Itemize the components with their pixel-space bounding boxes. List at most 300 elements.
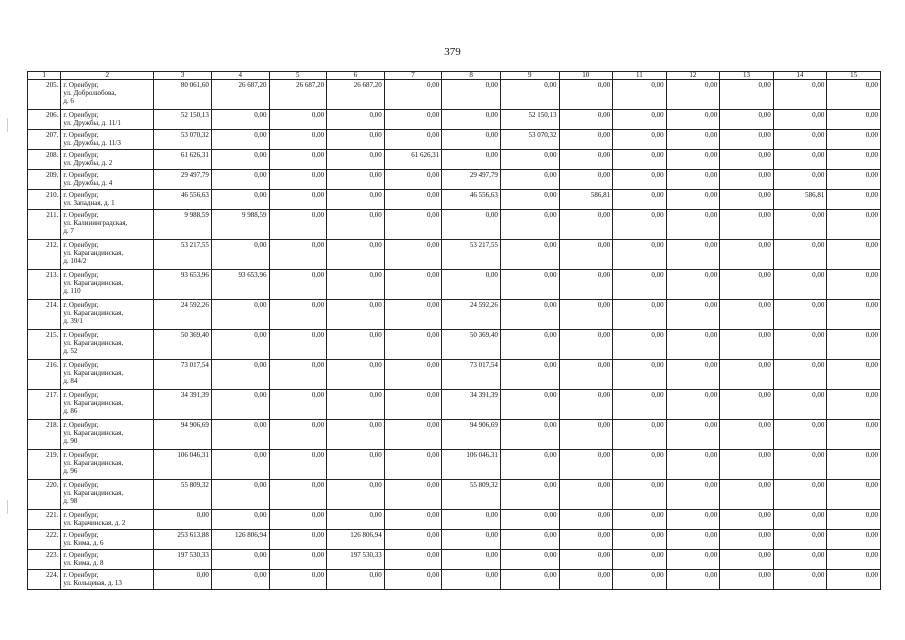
address-line: ул. Карагандинская, <box>63 459 124 467</box>
amount-cell: 0,00 <box>827 150 881 170</box>
address-line: ул. Дружбы, д. 4 <box>63 179 113 187</box>
amount-cell: 0,00 <box>442 550 501 570</box>
table-row <box>28 570 881 590</box>
amount-cell: 0,00 <box>773 390 827 420</box>
amount-cell: 0,00 <box>559 450 613 480</box>
amount-cell: 0,00 <box>442 510 501 530</box>
address-line: д. 104/2 <box>63 257 87 265</box>
address-line: г. Оренбург, <box>63 301 99 309</box>
amount-cell: 0,00 <box>442 270 501 300</box>
amount-cell: 0,00 <box>211 570 269 590</box>
address-cell <box>61 210 154 240</box>
column-number-header: 9 <box>500 72 559 80</box>
amount-cell: 0,00 <box>211 550 269 570</box>
amount-cell: 0,00 <box>666 150 720 170</box>
address-line: г. Оренбург, <box>63 131 99 139</box>
amount-cell: 0,00 <box>327 480 385 510</box>
address-line: д. 39/1 <box>63 317 83 325</box>
amount-cell: 34 391,39 <box>442 390 501 420</box>
address-cell <box>61 150 154 170</box>
amount-cell: 0,00 <box>720 530 774 550</box>
column-number-header: 7 <box>384 72 442 80</box>
amount-cell: 0,00 <box>827 530 881 550</box>
amount-cell: 73 017,54 <box>442 360 501 390</box>
amount-cell: 0,00 <box>773 130 827 150</box>
amount-cell: 0,00 <box>827 110 881 130</box>
amount-cell: 0,00 <box>720 510 774 530</box>
amount-cell: 0,00 <box>384 570 442 590</box>
address-cell <box>61 420 154 450</box>
amount-cell: 0,00 <box>720 450 774 480</box>
scan-margin-mark <box>7 118 8 132</box>
amount-cell: 0,00 <box>720 130 774 150</box>
amount-cell: 0,00 <box>559 80 613 110</box>
address-cell <box>61 480 154 510</box>
row-number-cell: 217. <box>28 390 61 420</box>
address-line: д. 110 <box>63 287 81 295</box>
table-row <box>28 330 881 360</box>
row-number-cell: 206. <box>28 110 61 130</box>
amount-cell: 0,00 <box>666 450 720 480</box>
amount-cell: 0,00 <box>827 170 881 190</box>
amount-cell: 0,00 <box>559 210 613 240</box>
amount-cell: 0,00 <box>384 330 442 360</box>
amount-cell: 0,00 <box>720 190 774 210</box>
amount-cell: 0,00 <box>827 270 881 300</box>
amount-cell: 94 906,69 <box>154 420 212 450</box>
amount-cell: 0,00 <box>720 390 774 420</box>
amount-cell: 0,00 <box>613 530 667 550</box>
table-row <box>28 210 881 240</box>
amount-cell: 93 653,96 <box>211 270 269 300</box>
row-number-cell: 213. <box>28 270 61 300</box>
amount-cell: 0,00 <box>442 150 501 170</box>
column-number-header: 8 <box>442 72 501 80</box>
row-number-cell: 212. <box>28 240 61 270</box>
amount-cell: 0,00 <box>269 420 327 450</box>
address-line: г. Оренбург, <box>63 571 99 579</box>
amount-cell: 0,00 <box>827 480 881 510</box>
amount-cell: 0,00 <box>773 550 827 570</box>
address-line: г. Оренбург, <box>63 531 99 539</box>
row-number-cell: 223. <box>28 550 61 570</box>
amount-cell: 0,00 <box>327 110 385 130</box>
address-line: г. Оренбург, <box>63 111 99 119</box>
amount-cell: 0,00 <box>269 240 327 270</box>
amount-cell: 0,00 <box>613 210 667 240</box>
amount-cell: 93 653,96 <box>154 270 212 300</box>
column-number-header: 10 <box>559 72 613 80</box>
address-line: д. 52 <box>63 347 78 355</box>
amount-cell: 0,00 <box>773 80 827 110</box>
amount-cell: 0,00 <box>269 300 327 330</box>
amount-cell: 0,00 <box>211 480 269 510</box>
amount-cell: 0,00 <box>827 360 881 390</box>
amount-cell: 24 592,26 <box>154 300 212 330</box>
amount-cell: 0,00 <box>666 170 720 190</box>
table-row <box>28 530 881 550</box>
amount-cell: 0,00 <box>327 150 385 170</box>
amount-cell: 0,00 <box>720 170 774 190</box>
address-cell <box>61 300 154 330</box>
amount-cell: 0,00 <box>559 270 613 300</box>
column-number-header: 3 <box>154 72 212 80</box>
column-number-header: 11 <box>613 72 667 80</box>
amount-cell: 9 988,59 <box>211 210 269 240</box>
amount-cell: 0,00 <box>211 150 269 170</box>
amount-cell: 0,00 <box>384 450 442 480</box>
table-row <box>28 150 881 170</box>
address-cell <box>61 530 154 550</box>
amount-cell: 0,00 <box>666 480 720 510</box>
amount-cell: 0,00 <box>442 130 501 150</box>
amount-cell: 0,00 <box>327 130 385 150</box>
amount-cell: 0,00 <box>613 130 667 150</box>
amount-cell: 0,00 <box>773 150 827 170</box>
address-line: г. Оренбург, <box>63 151 99 159</box>
amount-cell: 0,00 <box>500 300 559 330</box>
row-number-cell: 211. <box>28 210 61 240</box>
amount-cell: 0,00 <box>827 240 881 270</box>
address-line: ул. Кима, д. 6 <box>63 539 104 547</box>
amount-cell: 0,00 <box>559 240 613 270</box>
amount-cell: 0,00 <box>613 510 667 530</box>
amount-cell: 106 046,31 <box>154 450 212 480</box>
amount-cell: 29 497,79 <box>154 170 212 190</box>
row-number-cell: 218. <box>28 420 61 450</box>
amount-cell: 0,00 <box>500 210 559 240</box>
amount-cell: 0,00 <box>211 420 269 450</box>
amount-cell: 0,00 <box>773 530 827 550</box>
row-number-cell: 205. <box>28 80 61 110</box>
address-cell <box>61 170 154 190</box>
amount-cell: 0,00 <box>559 150 613 170</box>
amount-cell: 50 369,40 <box>154 330 212 360</box>
address-line: ул. Западная, д. 1 <box>63 199 115 207</box>
address-line: ул. Карагандинская, <box>63 339 124 347</box>
amount-cell: 0,00 <box>500 450 559 480</box>
amount-cell: 0,00 <box>327 330 385 360</box>
address-line: д. 6 <box>63 97 74 105</box>
amount-cell: 0,00 <box>500 240 559 270</box>
amount-cell: 586,81 <box>773 190 827 210</box>
amount-cell: 0,00 <box>384 510 442 530</box>
amount-cell: 0,00 <box>666 360 720 390</box>
amount-cell: 0,00 <box>827 390 881 420</box>
address-line: ул. Карагандинская, <box>63 249 124 257</box>
address-line: г. Оренбург, <box>63 391 99 399</box>
amount-cell: 0,00 <box>442 530 501 550</box>
amount-cell: 0,00 <box>827 210 881 240</box>
amount-cell: 0,00 <box>773 570 827 590</box>
amount-cell: 0,00 <box>269 360 327 390</box>
column-number-header: 4 <box>211 72 269 80</box>
address-cell <box>61 570 154 590</box>
amount-cell: 0,00 <box>666 80 720 110</box>
amount-cell: 0,00 <box>773 360 827 390</box>
amount-cell: 61 626,31 <box>154 150 212 170</box>
amount-cell: 0,00 <box>211 110 269 130</box>
amount-cell: 0,00 <box>384 190 442 210</box>
column-number-header: 5 <box>269 72 327 80</box>
amount-cell: 0,00 <box>613 420 667 450</box>
address-line: ул. Кольцевая, д. 13 <box>63 579 122 587</box>
amount-cell: 0,00 <box>613 190 667 210</box>
amount-cell: 0,00 <box>827 570 881 590</box>
amount-cell: 0,00 <box>773 480 827 510</box>
address-line: ул. Карагандинская, <box>63 279 124 287</box>
amount-cell: 0,00 <box>211 390 269 420</box>
amount-cell: 0,00 <box>500 270 559 300</box>
address-line: г. Оренбург, <box>63 421 99 429</box>
amount-cell: 26 687,20 <box>211 80 269 110</box>
amount-cell: 0,00 <box>613 110 667 130</box>
amount-cell: 0,00 <box>666 390 720 420</box>
amount-cell: 0,00 <box>559 530 613 550</box>
amount-cell: 26 687,20 <box>327 80 385 110</box>
table-body <box>28 80 881 590</box>
amount-cell: 52 150,13 <box>500 110 559 130</box>
amount-cell: 0,00 <box>720 80 774 110</box>
amount-cell: 0,00 <box>827 550 881 570</box>
amount-cell: 0,00 <box>613 300 667 330</box>
address-line: д. 86 <box>63 407 78 415</box>
amount-cell: 0,00 <box>773 510 827 530</box>
table-row <box>28 390 881 420</box>
amount-cell: 0,00 <box>269 150 327 170</box>
address-line: д. 98 <box>63 497 78 505</box>
amount-cell: 0,00 <box>500 190 559 210</box>
amount-cell: 0,00 <box>666 190 720 210</box>
amount-cell: 0,00 <box>720 240 774 270</box>
amount-cell: 94 906,69 <box>442 420 501 450</box>
amount-cell: 0,00 <box>500 150 559 170</box>
amount-cell: 0,00 <box>559 570 613 590</box>
amount-cell: 586,81 <box>559 190 613 210</box>
table-row <box>28 480 881 510</box>
page-number: 379 <box>444 46 461 58</box>
table-row <box>28 110 881 130</box>
address-cell <box>61 130 154 150</box>
address-line: ул. Карагандинская, <box>63 309 124 317</box>
amount-cell: 0,00 <box>720 360 774 390</box>
amount-cell: 0,00 <box>613 480 667 510</box>
amount-cell: 34 391,39 <box>154 390 212 420</box>
amount-cell: 0,00 <box>384 420 442 450</box>
amount-cell: 0,00 <box>442 570 501 590</box>
amount-cell: 0,00 <box>211 240 269 270</box>
column-number-header: 14 <box>773 72 827 80</box>
amount-cell: 0,00 <box>269 170 327 190</box>
table-row <box>28 420 881 450</box>
amount-cell: 24 592,26 <box>442 300 501 330</box>
amount-cell: 0,00 <box>773 300 827 330</box>
amount-cell: 26 687,20 <box>269 80 327 110</box>
amount-cell: 53 070,32 <box>500 130 559 150</box>
address-line: ул. Кима, д. 8 <box>63 559 104 567</box>
row-number-cell: 224. <box>28 570 61 590</box>
amount-cell: 0,00 <box>211 170 269 190</box>
amount-cell: 0,00 <box>559 170 613 190</box>
amount-cell: 0,00 <box>827 130 881 150</box>
amount-cell: 0,00 <box>773 110 827 130</box>
amount-cell: 0,00 <box>773 170 827 190</box>
amount-cell: 0,00 <box>500 550 559 570</box>
amount-cell: 0,00 <box>154 570 212 590</box>
amount-cell: 0,00 <box>327 390 385 420</box>
amount-cell: 0,00 <box>773 450 827 480</box>
amount-cell: 0,00 <box>154 510 212 530</box>
address-cell <box>61 270 154 300</box>
row-number-cell: 208. <box>28 150 61 170</box>
amount-cell: 0,00 <box>384 300 442 330</box>
amount-cell: 0,00 <box>211 450 269 480</box>
amount-cell: 0,00 <box>327 210 385 240</box>
address-cell <box>61 190 154 210</box>
address-cell <box>61 550 154 570</box>
address-line: ул. Добролюбова, <box>63 89 117 97</box>
amount-cell: 53 070,32 <box>154 130 212 150</box>
amount-cell: 52 150,13 <box>154 110 212 130</box>
amount-cell: 0,00 <box>269 550 327 570</box>
amount-cell: 0,00 <box>269 570 327 590</box>
register-table <box>27 71 881 590</box>
amount-cell: 0,00 <box>442 110 501 130</box>
amount-cell: 0,00 <box>269 210 327 240</box>
amount-cell: 0,00 <box>613 150 667 170</box>
amount-cell: 0,00 <box>827 300 881 330</box>
row-number-cell: 207. <box>28 130 61 150</box>
row-number-cell: 209. <box>28 170 61 190</box>
address-line: г. Оренбург, <box>63 451 99 459</box>
amount-cell: 0,00 <box>384 530 442 550</box>
table-row <box>28 360 881 390</box>
amount-cell: 0,00 <box>327 240 385 270</box>
amount-cell: 0,00 <box>666 110 720 130</box>
amount-cell: 0,00 <box>269 510 327 530</box>
amount-cell: 0,00 <box>211 510 269 530</box>
amount-cell: 0,00 <box>211 330 269 360</box>
amount-cell: 0,00 <box>442 210 501 240</box>
amount-cell: 0,00 <box>442 80 501 110</box>
table-row <box>28 550 881 570</box>
address-cell <box>61 240 154 270</box>
address-line: г. Оренбург, <box>63 171 99 179</box>
amount-cell: 0,00 <box>211 360 269 390</box>
address-cell <box>61 330 154 360</box>
amount-cell: 0,00 <box>720 300 774 330</box>
amount-cell: 0,00 <box>327 170 385 190</box>
amount-cell: 0,00 <box>384 110 442 130</box>
amount-cell: 0,00 <box>613 80 667 110</box>
amount-cell: 0,00 <box>720 210 774 240</box>
amount-cell: 0,00 <box>500 530 559 550</box>
amount-cell: 46 556,63 <box>442 190 501 210</box>
table-row <box>28 450 881 480</box>
column-number-header: 15 <box>827 72 881 80</box>
amount-cell: 0,00 <box>500 330 559 360</box>
amount-cell: 0,00 <box>384 80 442 110</box>
address-cell <box>61 80 154 110</box>
address-line: г. Оренбург, <box>63 361 99 369</box>
amount-cell: 0,00 <box>666 270 720 300</box>
amount-cell: 80 061,60 <box>154 80 212 110</box>
amount-cell: 0,00 <box>559 510 613 530</box>
address-line: д. 84 <box>63 377 78 385</box>
address-cell <box>61 360 154 390</box>
amount-cell: 0,00 <box>773 330 827 360</box>
amount-cell: 0,00 <box>827 510 881 530</box>
amount-cell: 0,00 <box>773 210 827 240</box>
row-number-cell: 214. <box>28 300 61 330</box>
amount-cell: 0,00 <box>666 210 720 240</box>
address-line: г. Оренбург, <box>63 271 99 279</box>
amount-cell: 0,00 <box>666 420 720 450</box>
scan-margin-mark <box>7 500 8 514</box>
amount-cell: 9 988,59 <box>154 210 212 240</box>
amount-cell: 0,00 <box>827 420 881 450</box>
amount-cell: 0,00 <box>327 570 385 590</box>
amount-cell: 0,00 <box>500 360 559 390</box>
table-row <box>28 270 881 300</box>
amount-cell: 53 217,55 <box>154 240 212 270</box>
amount-cell: 253 613,88 <box>154 530 212 550</box>
row-number-cell: 221. <box>28 510 61 530</box>
amount-cell: 0,00 <box>613 450 667 480</box>
address-line: д. 90 <box>63 437 78 445</box>
address-line: г. Оренбург, <box>63 211 99 219</box>
row-number-cell: 210. <box>28 190 61 210</box>
address-cell <box>61 510 154 530</box>
amount-cell: 0,00 <box>559 110 613 130</box>
amount-cell: 0,00 <box>827 190 881 210</box>
amount-cell: 0,00 <box>666 510 720 530</box>
table-row <box>28 80 881 110</box>
amount-cell: 0,00 <box>384 390 442 420</box>
amount-cell: 0,00 <box>720 570 774 590</box>
amount-cell: 0,00 <box>559 390 613 420</box>
amount-cell: 0,00 <box>269 480 327 510</box>
amount-cell: 0,00 <box>559 480 613 510</box>
amount-cell: 0,00 <box>327 420 385 450</box>
amount-cell: 0,00 <box>500 570 559 590</box>
amount-cell: 0,00 <box>773 270 827 300</box>
amount-cell: 0,00 <box>327 510 385 530</box>
address-line: г. Оренбург, <box>63 331 99 339</box>
table-row <box>28 300 881 330</box>
row-number-cell: 215. <box>28 330 61 360</box>
address-line: г. Оренбург, <box>63 191 99 199</box>
amount-cell: 0,00 <box>559 360 613 390</box>
address-line: г. Оренбург, <box>63 551 99 559</box>
row-number-cell: 220. <box>28 480 61 510</box>
amount-cell: 0,00 <box>269 330 327 360</box>
address-line: ул. Дружбы, д. 11/1 <box>63 119 121 127</box>
amount-cell: 0,00 <box>327 360 385 390</box>
row-number-cell: 216. <box>28 360 61 390</box>
table-row <box>28 510 881 530</box>
amount-cell: 0,00 <box>269 190 327 210</box>
amount-cell: 0,00 <box>720 330 774 360</box>
amount-cell: 0,00 <box>500 170 559 190</box>
amount-cell: 126 806,94 <box>211 530 269 550</box>
table-row <box>28 190 881 210</box>
address-cell <box>61 450 154 480</box>
amount-cell: 0,00 <box>500 390 559 420</box>
amount-cell: 0,00 <box>666 530 720 550</box>
amount-cell: 0,00 <box>827 450 881 480</box>
amount-cell: 0,00 <box>559 300 613 330</box>
